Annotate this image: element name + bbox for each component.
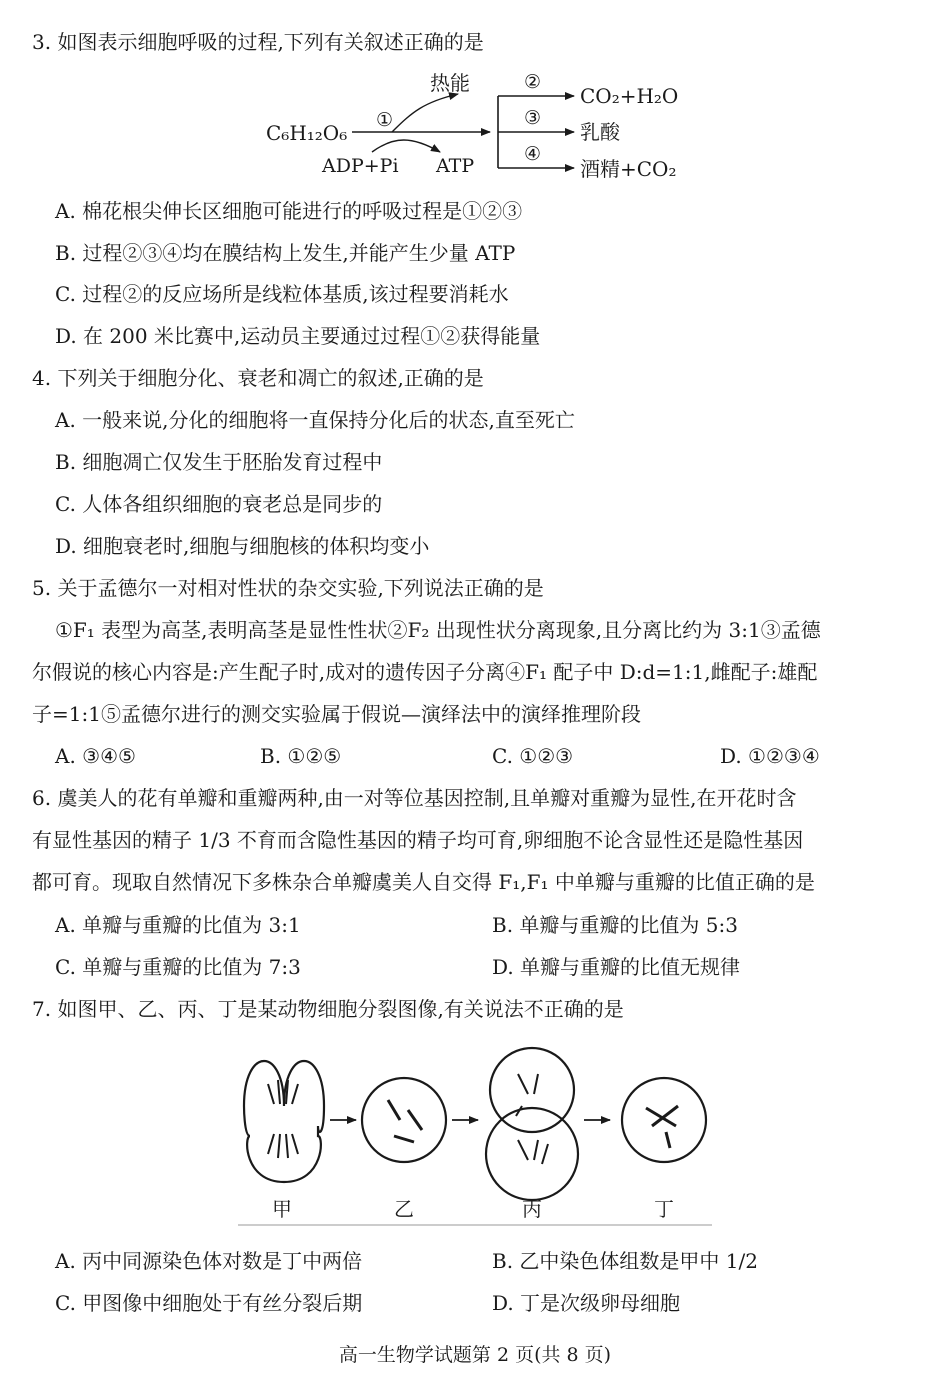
q7-option-c: C. 甲图像中细胞处于有丝分裂后期 [55, 1291, 363, 1315]
q4-option-c: C. 人体各组织细胞的衰老总是同步的 [55, 492, 383, 516]
q4-stem: 4. 下列关于细胞分化、衰老和凋亡的叙述,正确的是 [32, 366, 484, 390]
q3-stem: 3. 如图表示细胞呼吸的过程,下列有关叙述正确的是 [32, 30, 484, 54]
label-yi: 乙 [394, 1197, 414, 1221]
q5-body-line-3: 子=1:1⑤孟德尔进行的测交实验属于假说—演绎法中的演绎推理阶段 [32, 702, 641, 726]
q5-stem: 5. 关于孟德尔一对相对性状的杂交实验,下列说法正确的是 [32, 576, 544, 600]
step2-label: ② [524, 71, 542, 93]
step1-label: ① [376, 109, 394, 131]
q5-body-line-1: ①F₁ 表型为高茎,表明高茎是显性性状②F₂ 出现性状分离现象,且分离比约为 3:1③孟德 [55, 618, 821, 642]
product4-label: 酒精+CO₂ [580, 157, 677, 181]
label-ding: 丁 [654, 1197, 674, 1221]
cell-ding-chromosomes [646, 1106, 678, 1148]
cell-division-figure [238, 1044, 712, 1228]
cell-jia [244, 1061, 324, 1182]
q3-option-b: B. 过程②③④均在膜结构上发生,并能产生少量 ATP [55, 241, 516, 265]
q7-option-a: A. 丙中同源染色体对数是丁中两倍 [55, 1249, 363, 1273]
q5-option-a: A. ③④⑤ [55, 744, 136, 768]
q6-option-c: C. 单瓣与重瓣的比值为 7:3 [55, 955, 301, 979]
cell-bing-bottom [486, 1108, 578, 1200]
q3-option-a: A. 棉花根尖伸长区细胞可能进行的呼吸过程是①②③ [55, 199, 523, 223]
step3-label: ③ [524, 107, 542, 129]
q6-option-b: B. 单瓣与重瓣的比值为 5:3 [492, 913, 738, 937]
respiration-diagram [262, 66, 692, 190]
cell-yi-chromosomes [388, 1100, 422, 1142]
label-bing: 丙 [522, 1197, 542, 1221]
label-jia: 甲 [272, 1197, 292, 1221]
q5-option-d: D. ①②③④ [720, 744, 820, 768]
q6-option-a: A. 单瓣与重瓣的比值为 3:1 [55, 913, 301, 937]
q7-option-b: B. 乙中染色体组数是甲中 1/2 [492, 1249, 758, 1273]
q7-option-d: D. 丁是次级卵母细胞 [492, 1291, 681, 1315]
heat-curve [392, 94, 458, 132]
q4-option-b: B. 细胞凋亡仅发生于胚胎发育过程中 [55, 450, 383, 474]
glucose-label: C₆H₁₂O₆ [266, 121, 348, 145]
product2-label: CO₂+H₂O [580, 84, 679, 108]
atp-label: ATP [436, 155, 475, 177]
cell-bing-chromosomes [516, 1074, 548, 1164]
cell-yi [362, 1078, 446, 1162]
q5-option-c: C. ①②③ [492, 744, 574, 768]
q6-stem-line-1: 6. 虞美人的花有单瓣和重瓣两种,由一对等位基因控制,且单瓣对重瓣为显性,在开花时含 [32, 786, 797, 810]
product3-label: 乳酸 [580, 120, 620, 144]
page-footer: 高一生物学试题第 2 页(共 8 页) [338, 1344, 612, 1366]
adp-atp-curve [372, 140, 440, 152]
q6-stem-line-2: 有显性基因的精子 1/3 不育而含隐性基因的精子均可育,卵细胞不论含显性还是隐性基因 [32, 828, 804, 852]
q4-option-d: D. 细胞衰老时,细胞与细胞核的体积均变小 [55, 534, 430, 558]
step4-label: ④ [524, 143, 542, 165]
q4-option-a: A. 一般来说,分化的细胞将一直保持分化后的状态,直至死亡 [55, 408, 575, 432]
heat-label: 热能 [430, 71, 470, 95]
q3-option-d: D. 在 200 米比赛中,运动员主要通过过程①②获得能量 [55, 324, 541, 348]
q5-body-line-2: 尔假说的核心内容是:产生配子时,成对的遗传因子分离④F₁ 配子中 D:d=1:1,雌配子:雄配 [32, 660, 818, 684]
adp-label: ADP+Pi [322, 155, 399, 177]
q3-option-c: C. 过程②的反应场所是线粒体基质,该过程要消耗水 [55, 282, 509, 306]
q6-option-d: D. 单瓣与重瓣的比值无规律 [492, 955, 741, 979]
q5-option-b: B. ①②⑤ [260, 744, 342, 768]
q6-stem-line-3: 都可育。现取自然情况下多株杂合单瓣虞美人自交得 F₁,F₁ 中单瓣与重瓣的比值正确的是 [32, 870, 815, 894]
q7-stem: 7. 如图甲、乙、丙、丁是某动物细胞分裂图像,有关说法不正确的是 [32, 997, 624, 1021]
